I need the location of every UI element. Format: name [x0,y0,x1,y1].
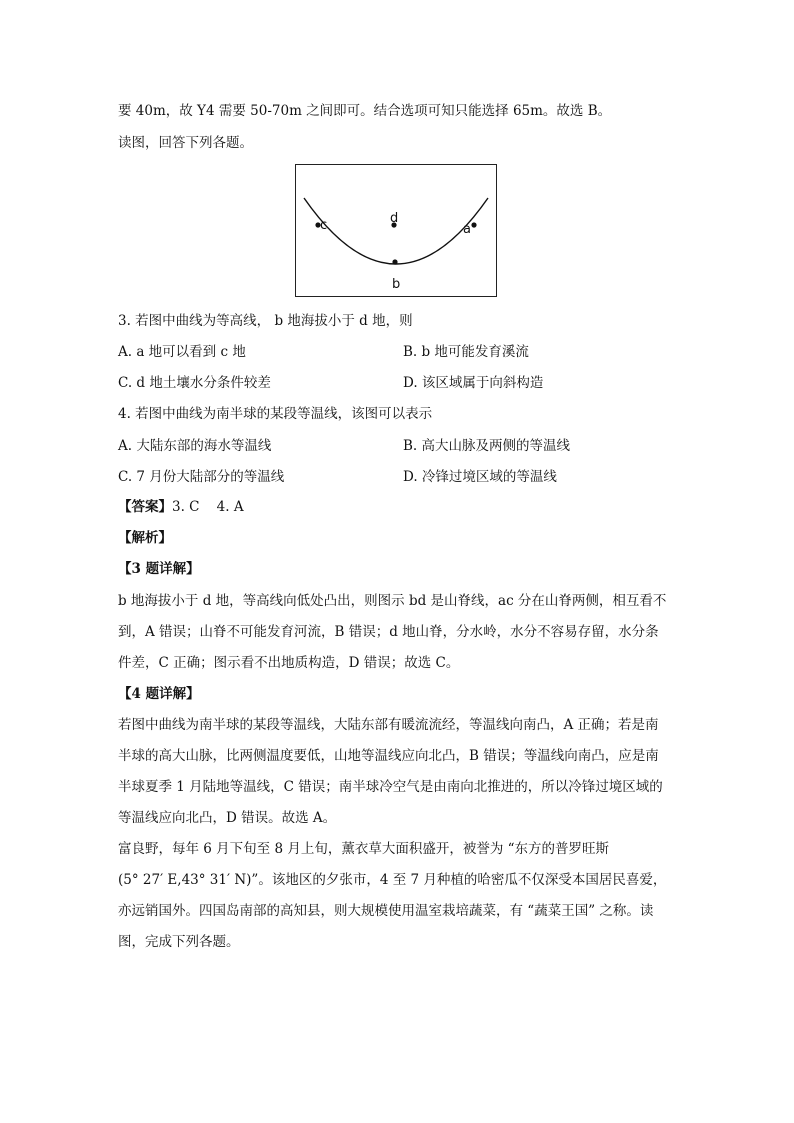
label-c: c [320,218,328,233]
q4-detail-line: 半球夏季 1 月陆地等温线，C 错误；南半球冷空气是由南向北推进的，所以冷锋过境区域的 [118,779,663,795]
read-prompt: 读图，回答下列各题。 [118,135,253,151]
q3-detail-line: 到，A 错误；山脊不可能发育河流，B 错误；d 地山脊，分水岭，水分不容易存留，水分条 [118,624,659,640]
answer-text: 3. C 4. A [172,499,244,515]
passage-line: (5° 27′ E,43° 31′ N)”。该地区的夕张市，4 至 7 月种植的哈密瓜不仅深受本国居民喜爱， [118,872,667,888]
q4-option-a: A. 大陆东部的海水等温线 [118,438,272,454]
q3-option-d: D. 该区域属于向斜构造 [403,375,544,391]
q4-stem: 4. 若图中曲线为南半球的某段等温线，该图可以表示 [118,406,433,422]
q4-option-b: B. 高大山脉及两侧的等温线 [403,438,571,454]
q3-detail-label: 【3 题详解】 [118,561,200,577]
q4-option-d: D. 冷锋过境区域的等温线 [403,469,557,485]
q3-detail-line: b 地海拔小于 d 地，等高线向低处凸出，则图示 bd 是山脊线，ac 分在山脊两侧，相互看不 [118,593,667,609]
passage-line: 富良野，每年 6 月下旬至 8 月上旬，薰衣草大面积盛开，被誉为 “东方的普罗旺斯 [118,841,610,857]
point-a-dot [471,222,476,227]
q4-detail-line: 半球的高大山脉，比两侧温度要低，山地等温线应向北凸，B 错误；等温线向南凸，应是南 [118,748,659,764]
answer-line [118,497,244,517]
label-a: a [463,222,471,237]
label-b: b [392,277,401,292]
q3-option-a: A. a 地可以看到 c 地 [118,344,246,360]
intro-line: 要 40m，故 Y4 需要 50-70m 之间即可。结合选项可知只能选择 65m。故选 B。 [118,103,612,119]
label-d: d [390,211,399,226]
contour-curve-diagram [296,165,496,296]
passage-line: 图，完成下列各题。 [118,934,240,950]
answer-label: 【答案】 [118,499,172,515]
q3-option-b: B. b 地可能发育溪流 [403,344,529,360]
q4-detail-line: 若图中曲线为南半球的某段等温线，大陆东部有暖流流经，等温线向南凸，A 正确；若是南 [118,717,659,733]
q4-detail-label: 【4 题详解】 [118,686,200,702]
q4-detail-line: 等温线应向北凸，D 错误。故选 A。 [118,810,337,826]
passage-line: 亦远销国外。四国岛南部的高知县，则大规模使用温室栽培蔬菜，有 “蔬菜王国” 之称。读 [118,903,654,919]
q3-detail-line: 件差，C 正确；图示看不出地质构造，D 错误；故选 C。 [118,655,460,671]
analysis-label: 【解析】 [118,530,172,546]
q3-option-c: C. d 地土壤水分条件较差 [118,375,271,391]
contour-curve [304,198,488,264]
point-b-dot [392,259,397,264]
q4-option-c: C. 7 月份大陆部分的等温线 [118,469,285,485]
q3-stem: 3. 若图中曲线为等高线， b 地海拔小于 d 地，则 [118,313,413,329]
contour-figure [295,164,497,297]
